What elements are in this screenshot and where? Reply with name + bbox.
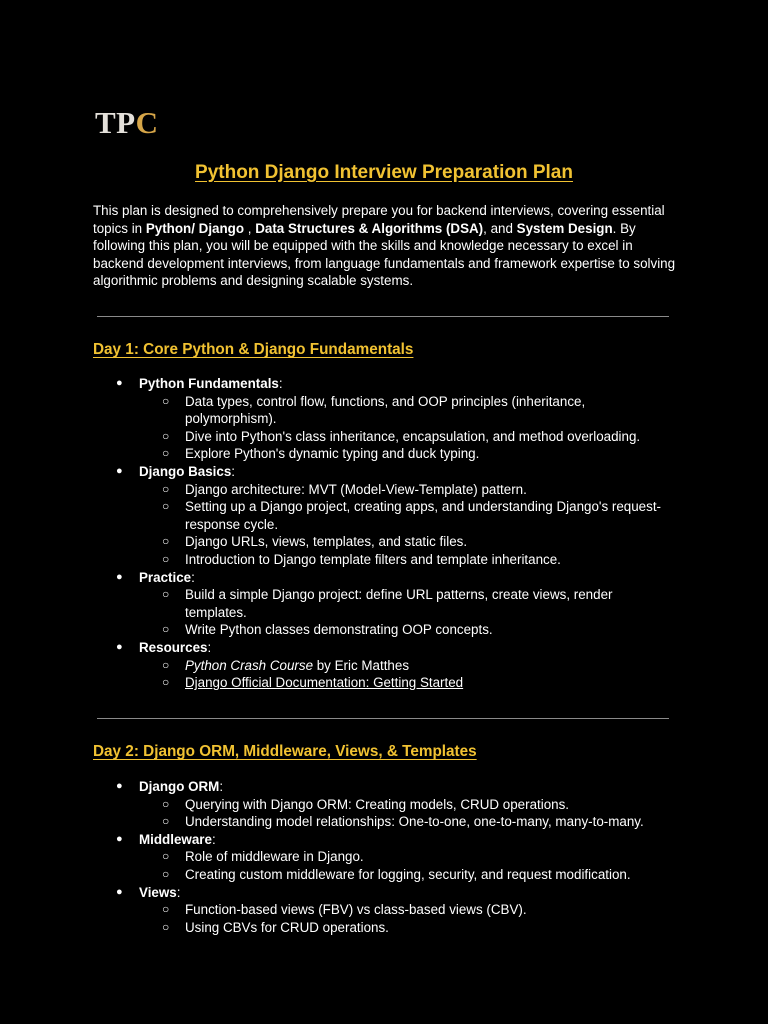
- resource-book: ○ Python Crash Course by Eric Matthes: [162, 657, 410, 673]
- book-title: Python Crash Course: [185, 657, 314, 673]
- django-docs-link[interactable]: Django Official Documentation: Getting Started: [185, 675, 464, 691]
- sub-list-item: ○ Write Python classes demonstrating OOP concepts.: [162, 622, 493, 638]
- day1-item-resources: ● Resources:: [116, 639, 212, 655]
- sub-list-item: ○ Using CBVs for CRUD operations.: [162, 919, 389, 935]
- sub-list-item: ○ Introduction to Django template filters and template inheritance.: [162, 551, 561, 567]
- tpc-logo: TPC: [95, 105, 159, 140]
- document-title: Python Django Interview Preparation Plan: [195, 162, 573, 183]
- day2-heading: Day 2: Django ORM, Middleware, Views, & Templates: [93, 743, 477, 760]
- day2-item-django-orm: ● Django ORM:: [116, 779, 224, 794]
- resource-doc: ○ Django Official Documentation: Getting Started: [162, 675, 464, 691]
- bullet: ●: [116, 640, 123, 653]
- sub-list-item: ○ Setting up a Django project, creating apps, and understanding Django's request-response cycle.: [162, 499, 662, 532]
- bullet: ●: [116, 464, 123, 477]
- sub-list-item: ○ Data types, control flow, functions, and OOP principles (inheritance, polymorphism).: [162, 393, 586, 427]
- day2-outline: [0, 778, 768, 936]
- day1-item-django-basics: ● Django Basics:: [116, 463, 236, 479]
- day1-heading: Day 1: Core Python & Django Fundamentals: [93, 341, 414, 358]
- day1-item-python-fundamentals: ● Python Fundamentals:: [116, 376, 283, 391]
- sub-list-item: ○ Django URLs, views, templates, and static files.: [162, 534, 468, 550]
- sub-list-item: ○ Build a simple Django project: define URL patterns, create views, render templates.: [162, 587, 613, 620]
- sub-list-item: ○ Querying with Django ORM: Creating models, CRUD operations.: [162, 796, 570, 812]
- sub-list-item: ○ Explore Python's dynamic typing and duck typing.: [162, 446, 480, 462]
- sub-list-item: ○ Role of middleware in Django.: [162, 849, 364, 865]
- bullet: ●: [116, 780, 123, 792]
- day1-outline: [0, 375, 768, 692]
- day2-item-middleware: ● Middleware:: [116, 831, 216, 847]
- bullet: ●: [116, 570, 123, 583]
- bullet: ●: [116, 885, 123, 898]
- sub-list-item: ○ Understanding model relationships: One-to-one, one-to-many, many-to-many.: [162, 814, 644, 830]
- sub-list-item: ○ Dive into Python's class inheritance, encapsulation, and method overloading.: [162, 428, 641, 444]
- intro-paragraph: This plan is designed to comprehensively prepare you for backend interviews, covering essential topics in Python/ Django , Data Structures & Algorithms (DSA), and System Design. By following this plan, you will be equipped with the skills and knowledge necessary to excel in backend development interviews, from language fundamentals and framework expertise to solving algorithmic problems and designing scalable systems.: [93, 203, 676, 289]
- sub-list-item: ○ Function-based views (FBV) vs class-based views (CBV).: [162, 902, 527, 918]
- divider-2: [97, 718, 669, 719]
- sub-list-item: ○ Creating custom middleware for logging, security, and request modification.: [162, 866, 631, 882]
- divider-1: [97, 316, 669, 317]
- bullet: ●: [116, 832, 123, 845]
- bullet: ●: [116, 377, 123, 389]
- day1-item-practice: ● Practice:: [116, 569, 195, 585]
- day2-item-views: ● Views:: [116, 884, 181, 900]
- sub-list-item: ○ Django architecture: MVT (Model-View-Template) pattern.: [162, 481, 527, 497]
